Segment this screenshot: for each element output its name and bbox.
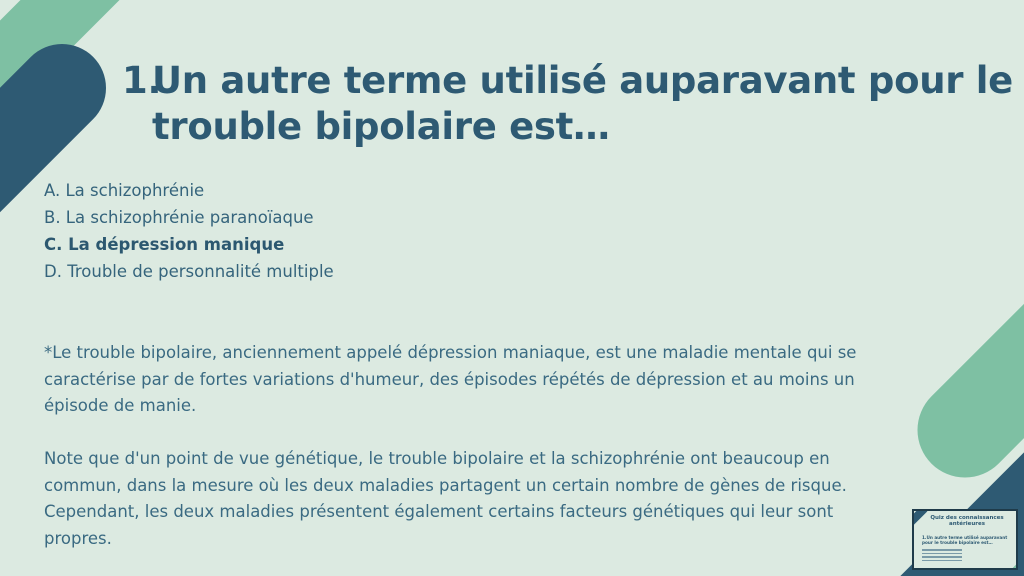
answer-options <box>44 177 334 285</box>
thumbnail-option-lines <box>922 549 962 563</box>
title-line-2: trouble bipolaire est… <box>152 105 610 148</box>
option-c-correct: C. La dépression manique <box>44 235 285 254</box>
thumbnail-title: Quiz des connaissances antérieures <box>930 515 1004 527</box>
option-a: A. La schizophrénie <box>44 181 205 200</box>
slide-thumbnail[interactable] <box>912 509 1018 570</box>
explanation-paragraph-1: *Le trouble bipolaire, anciennement appelé dépression maniaque, est une maladie mentale qui se caractérise par de fortes variations d'humeur, des épisodes répétés de dépression et au moins un épisode de manie. <box>44 343 857 415</box>
option-d: D. Trouble de personnalité multiple <box>44 262 334 281</box>
question-number: 1. <box>122 59 162 102</box>
explanation-paragraph-2: Note que d'un point de vue génétique, le trouble bipolaire et la schizophrénie ont beaucoup en commun, dans la mesure où les deux maladies partagent un certain nombre de gènes de risque. Cependant, les deux maladies présentent également certains facteurs génétiques qui leur sont propres. <box>44 449 847 548</box>
thumbnail-question: 1.Un autre terme utilisé auparavant pour le trouble bipolaire est… <box>922 535 1008 545</box>
option-b: B. La schizophrénie paranoïaque <box>44 208 314 227</box>
title-line-1: Un autre terme utilisé auparavant pour le <box>152 59 1013 102</box>
bottom-right-green-stripe <box>965 295 1024 430</box>
question-title <box>122 58 1012 150</box>
